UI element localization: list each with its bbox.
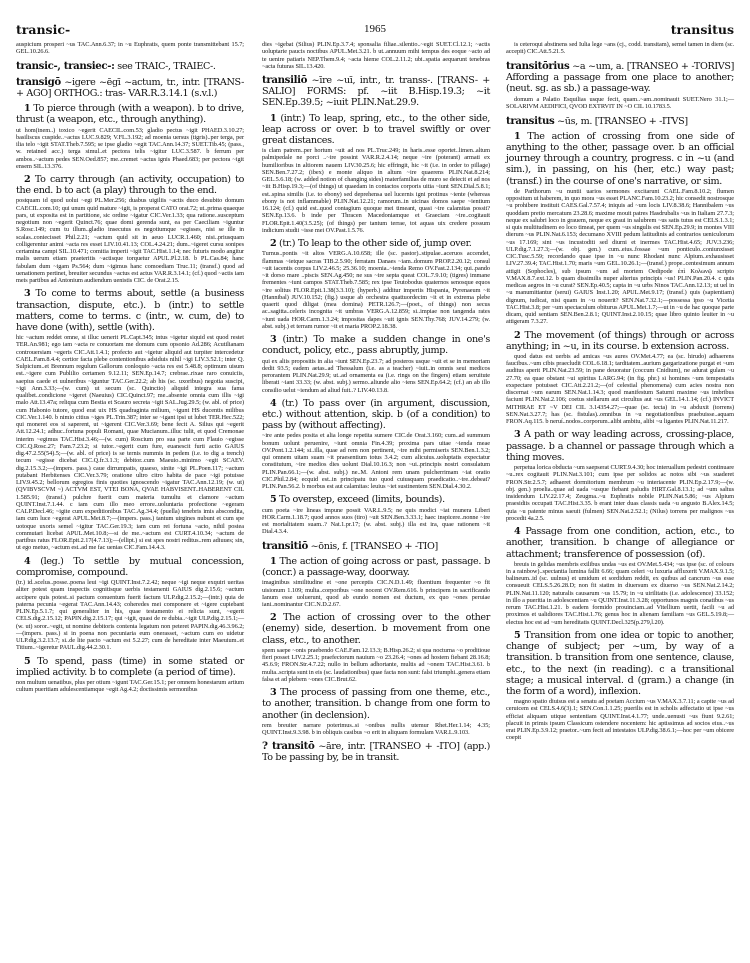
citation-block: spem saepe ~onis praebendo CAE.Fam.12.13.3; B.Hisp.26.2; si qua nocturna ~o proditioue fieri posset LIV.2.25.1; praefectorum nauium ~o 23.26.4; ~ones ad hostem fiebant 28.16.8; 45.6.9; FRON.Str.4.7.22; nullo in bellum adhortante, multis ad ~onem TAC.Hist.3.61. b multa..scripta sunt in eis (sc. laudationibus) quae facta non sunt: falsi triumphi..genera etiam falsa et ad plebem ~ones CIC.Brut.62. bbox=[262, 646, 490, 683]
entry-grammar: see TRAIC-, TRAIEC-. bbox=[114, 60, 216, 72]
entry-grammar: ~a ~um, a. [TRANSEO + -TORIVS] Affording a passage from one place to another; (neut. sg. as sb.) a passage-way. bbox=[506, 60, 734, 94]
sense-number: 1 bbox=[270, 112, 277, 124]
entry-heading bbox=[16, 77, 244, 99]
citation-block: Turnus..pontis ~it altos VERG.A.10.658; ille (sc. pastor)..stipulae..aceruos accendet, flammas ~ietque sacras TIB.2.5.90; ferratam Danaes ~iam..domum PROP.2.20.12; consul ~uit iacentis corpus LIV.2.46.5; 25.36.10; moenia..~ienda Remo OV.Fast.2.134; qui..pando ~it dorso mare ..piscis SEN.Ag.450; ne sus ~ire septa queat COL.7.9.10; (tigres) immane frementes ~iunt campos STAT.Theb.7.585; rex ipse Teutobodus quaternos senosque equos ~ire solitus FLOR.Epit.1.38(3.3.10); (hyperb.) additur imperiis Hispania, Pyrenaeum ~it (Hannibal) JUV.10.152; (fig.) usque ab orchestra quattuordecim ~it et in extrema plebe quaerit quod diligat (mea domina) PETR.126.7;—(poet., of things) non secus ac..sagitta..celeris incognita ~it umbras VERG.A.12.859; si..impiae non tangenda rates ~iunt uada HOR.Carm.1.3.24; impositas dapes ~uit ignis SEN.Thy.768; JUV.14.279; (w. abst. subj.) et terram rumor ~it et maria PROP.2.18.38. bbox=[262, 250, 490, 330]
sense-text: The action of crossing over to the other (enemy) side, desertion. b movement from one class, etc., to another. bbox=[262, 612, 491, 646]
sense-number: 5 bbox=[24, 655, 31, 667]
sense-definition bbox=[506, 330, 734, 352]
citation-block: (tr.) id..scelus..posse..poena leui ~igi QUINT.Inst.7.2.42; neque ~igi neque exquiri ueritas aliter potest quam inspectis cognitisque uerbis testamenti GAIUS dig.2.15.6; ~actum accipere quis potest..si pactum conuentum fuerit factum ULP.dig.2.15.2;—(intr.) quia de paterna pecunia ~egerat TAC.Ann.14.43; coheredes mei componere et ~igere cupiebant PLIN.Ep.5.1.7; qui generaliter in his, quae testamento ei relicta sunt, ~egerit CELS.dig.2.15.12; PAPIN.dig.2.15.17; qui ~igit, quasi de re dubia..~igit ULP.dig.2.15.1;—(w. ut) soror..~egit, ut nomine debitoris contenta legatum non peteret PAPIN.dig.46.3.96.2;—(impers. pass.) si in poena non pecuniaria eum onerasset, ~actum cum eo uidetur ULP.dig.3.2.13.7; si..de lite pacto ~actum est 5.2.27; cum de hereditate inter Maeuium..et Titium..~igeretur PAUL.dig.44.2.30.1. bbox=[16, 579, 244, 652]
citation-block: cum poeta ~ire lineas impune possit VAR.L.9.5; ne quis modici ~iat munera Liberi HOR.Carm.1.18.7; quod annos suos (tiro) ~uit SEN.Ben.3.33.1; haec inspicere..nonne ~ire est mortalitatem suam..? Nat.1.pr.17; (w. abst. subj.) illa est ira, quae rationem ~it Dial.4.3.4. bbox=[262, 506, 490, 536]
entry-grammar: ~īre ~uī, intr., tr. transs-. [TRANS- + SALIO] FORMS: pf. ~iit B.Hisp.19.3; ~it SEN.Ep.39.5; ~iuit PLIN.Nat.29.9. bbox=[262, 75, 490, 109]
entry-heading bbox=[262, 741, 490, 763]
citation-block: hic ~actum reddet omne, si illuc uenerit PL.Capt.345; intus ~igetur siquid est quod restet TER.An.981; ego iam ~acta re conuortam me domum cum opsonio Ad.286; Acutilianam controuersiam ~egeris CIC.Att.1.4.1; profecto aut ~igetur aliquid aut turpiter intercedetur CAEL.Fam.8.4.4; certior facta plebe contentionibus adsiduis nihil ~igi LIV.3.52.1; inter Q. Sulpicium..et Brennum regulum Gallorum conloquio ~acta res est 5.48.8; optimum uisum est..~igere cum Publilio certamen 9.12.11; SEN.Ep.14.7; crebrae..rixae raro conuiciis, saepius caede et uulneribus ~iguntur TAC.Ger.22.2; ab his (sc. uxoribus) negotia suscipi, ~igi Ann.3.33;—(w. cum) ut secum (sc. Quinctio) aliquid integra sua fama qualibet..condicione ~igeret (Naeuius) CIC.Quinct.97; me..absente omnia cum illis ~igi malo Att.13.47a; reliqua cum Bestia et Scauro secreta ~igit SAL.Jug.29.5; (w. abl. of price) cum Habonio tutore, quod erat uix HS quadraginta milium, ~igunt HS ducentis milibus CIC.Ver.1.140. b nimio citius ~iges PL.Trin.387; inter se ~igant ipsi ut lubet TER.Hec.522; qui moneret eos si saperent, ut ~igerent CIC.Ver.3.69; bene fecit A. Silius qui ~egerit Att.12.24.1; adhuc..fortuna populi Romani, quae Mucianum..illuc tulit, et quod Cremonae interim ~egimus TAC.Hist.3.46;—(w. cum) Roscium pro sua parte cum Flauio ~egisse CIC.Q.Rosc.27; Fam.7.23.2; si tutor..~egerit cum fure, euanescit furti actio GAIUS dig.47.2.55(54).5;—(w. abl. of price) is se ternis nummis in pedem (i.e. to dig a trench) tecum ~egisse dicebat CIC.Q.fr.3.1.3; debitor..cum Maeuio..minimo ~egit SCAEV. dig.2.15.3.2;—(impers. pass.) caue dirrumpatis, quaeso, sinite ~igi PL.Poen.117; ~actum putabant Herbitenses CIC.Ver.3.79; oratione ultro citro habita de pace ~igi potuisse LIV.9.45.2; bellorum egregios finis quoties ignoscendo ~igatur TAC.Ann.12.19; (w. ut) (QVIBVSCVM ~) ACTVM EST, VTEI BONA, QVAE HABVISENT..HABERENT CIL 1.585.91; (transf.) pulchre fuerit cum materia tumultu et clamore ~actum QUINT.Inst.7.1.44. c iam cum illo meo errore..uoluntaria profectione ~egeram CALP.Decl.46; ~igite cum expeditionibus TAC.Ag.34.4; (puella) tenebris imis abscondita, iam cum luce ~egerat APUL.Met.8.7;—(impers. pass.) tantum uirgines nubunt et cum spe uotoque uxoris semel ~igitur TAC.Ger.19.3; iam cum rei fortuna ~acto, nihil postea commutari licebat APUL.Met.10.8;—si de me..~actum est CURT.4.10.34; ~actum de partibus ratus FLOR.Epit.2.17(4.7.13);—(ellipt.) si est spes nostri reditus..rem adiuues; sin, ut ego metuo, ~actum est..ad me fac uenias CIC.Fam.14.4.3. bbox=[16, 334, 244, 552]
running-headword-right: transitus bbox=[670, 22, 734, 37]
citation-block: auspicium prosperi ~us TAC.Ann.6.37; in ~u Euphratis, quem ponte transmittebant 15.7; GEL.10.26.6. bbox=[16, 41, 244, 56]
sense-definition bbox=[16, 288, 244, 333]
sense-number: 2 bbox=[514, 329, 521, 341]
sense-text: (intr.) To leap, spring, etc., to the other side, leap across or over. b to travel swiftly or over great distances. bbox=[262, 112, 490, 147]
citation-block: breuis in gelidas membris exilibus undas ~us est OV.Met.5.434; ~us ipse (sc. of colours in a rainbow)..spectantia lumina fallit 6.66; quam celeri ~u luxuria affluxerit V.MAX.9.1.5; balineum..id (sc. uulnus) et umidum et sordidum reddit, ex quibus ad cancrum ~us esse consueuit CELS.5.26.28.D; non fit statim in diuersum ex diuerso ~us SEN.Nat.2.14.2; PLIN.Nat.11.120; naturalis causarum ~us 15.79; in ~u uirilitatis (i.e. adolescence) 33.152; in illo a pueritia in adolescentiam ~u QUINT.Inst.11.3.28; opportunos magnis conatibus ~us rerum TAC.Hist.1.21. b eadem formido prouinciam..ad Vitellium uertit, facili ~u ad proximos et ualidiores TAC.Hist.1.76; genus hoc in alienam familiam ~us GEL.5.19.8;—electus hoc est ad ~um hereditatis QUINT.Decl.325(p.279,l.20). bbox=[506, 560, 734, 626]
page-number: 1965 bbox=[364, 23, 386, 35]
sense-number: 2 bbox=[270, 238, 277, 250]
sense-text: (intr.) To make a sudden change in one's conduct, policy, etc., pass abruptly, jump. bbox=[262, 334, 490, 357]
sense-definition bbox=[506, 630, 734, 697]
entry-lemma: transigō bbox=[16, 75, 61, 88]
sense-number: 3 bbox=[270, 687, 277, 699]
column-left bbox=[16, 41, 244, 694]
running-headword-left: transic- bbox=[16, 22, 71, 37]
sense-definition bbox=[262, 612, 490, 646]
entry-grammar: ~ōnis, f. [TRANSEO + -TIO] bbox=[307, 540, 438, 552]
sense-definition bbox=[16, 103, 244, 125]
citation-block: non multum uenatibus, plus per otium ~igunt TAC.Ger.15.1; per omnem honestarum artium cultum pueritiam adulescentiamque ~egit Ag.4.2; doctissimis sermonibus bbox=[16, 679, 244, 694]
sense-text: (tr.) To leap to the other side of, jump over. bbox=[279, 238, 472, 250]
sense-number: 3 bbox=[270, 334, 277, 346]
column-middle bbox=[262, 41, 490, 766]
entry-lemma: transitus bbox=[506, 114, 555, 127]
entry-grammar: ~āre, intr. [TRANSEO + -ITO] (app.) To be passing by, be in transit. bbox=[262, 741, 490, 764]
sense-definition bbox=[262, 494, 490, 505]
sense-text: To overstep, exceed (limits, bounds). bbox=[279, 494, 445, 506]
sense-definition bbox=[262, 398, 490, 432]
sense-definition bbox=[262, 113, 490, 147]
sense-number: 2 bbox=[24, 174, 31, 186]
sense-text: To spend, pass (time) in some stated or implied activity. b to complete (a period of time). bbox=[16, 655, 245, 678]
entry-lemma: transic-, transiec-: bbox=[16, 59, 115, 72]
sense-definition bbox=[506, 131, 734, 187]
sense-number: 4 bbox=[514, 526, 521, 538]
citation-block: qui ex aliis propositis in alia ~iunt SEN.Ep.23.7; ad posteros usque ~uit et se in memoriam dedit 93.5; eadem aetas..ad Thessalum (i.e. as a teacher) ~iuit..in omnis seui medicos perorantem PLIN.Nat.29.9; ut..ad ornamenta ea (i.e. rings on the fingers) etiam seruitute liberati ~iant 33.33; (w. abst. subj.) sermo..aliunde alio ~iens SEN.Ep.64.2; (cf.) an ab illo consilio uelut ~iendum ad aliud fuit..? LIV.40.13.8. bbox=[262, 357, 490, 394]
citation-block: imaginibus similitudine et ~one perceptis CIC.N.D.1.49; fluentium frequenter ~o fit uisionum 1.109; multa..corporibus ~one nocent OV.Rem.616. b principem in sacrificando Ianum esse uoluerunt, quod ab eundo nomen est ductum, ex quo ~ones peruiae iani..nominantur CIC.N.D.2.67. bbox=[262, 579, 490, 608]
sense-text: The movement (of things) through or across anything; in ~u, in its course. b extension across. bbox=[506, 329, 734, 352]
citation-block: perpetua lorica obducta ~um saepserat CURT.9.4.30; hoc interuallum pedestri continuare ~u..rex cogitauit PLIN.Nat.3.101; cum ipse per solidos ac notos sibi ~us suaderet FRON.Str.2.5.7; adhaeret dormitorium membrum ~u interiacente PLIN.Ep.2.17.9;—(w. obj. gen.) proelia..quae ad uada ~usque fiebant paludis HIRT.Gal.8.13.1; ad ~um saltus insidendum LIV.22.17.4; Zeugma..~u Euphratis nobile PLIN.Nat.5.86; ~us Alpium praesidiis occupati TAC.Hist.3.35. b erant inter duas classis uada ~u angusto B.Alex.14.5; quia ~u patente minus saeuit (fulmen) SEN.Nat.2.52.1; (Nilus) torrens per malignos ~us procedit 4a.2.5. bbox=[506, 464, 734, 522]
citation-block: is ceteroqui abstinens sed Iulia lege ~ans (cj., codd. transitam), semel tamen in diem (sc. accepit) CIC.Att.5.21.5. bbox=[506, 41, 734, 56]
sense-definition bbox=[506, 429, 734, 463]
sense-text: (leg.) To settle by mutual concession, compromise, compound. bbox=[16, 555, 244, 578]
entry-heading bbox=[262, 541, 490, 552]
entry-lemma: ? transitō bbox=[262, 740, 315, 753]
sense-text: To carry through (an activity, occupation) to the end. b to act (a play) through to the end. bbox=[16, 174, 245, 197]
sense-text: The action of crossing from one side of anything to the other, passage over. b an official journey through a country, progress. c in ~u (and sim.), in passing, on his (her, etc.) way past; (transf.) in the course of one's narrative, or sim. bbox=[506, 130, 734, 187]
sense-number: 3 bbox=[24, 288, 31, 300]
sense-number: 5 bbox=[514, 629, 521, 641]
citation-block: is clam patrem..per hortum ~uit ad nos PL.Truc.249; in haris..esse oportet..limen..altum palmipedale ne porci ..~ire possint VAR.R.2.4.14; neque ~ire (poterant) armati ex humilioribus in altiorem nauem LIV.30.25.6; hic effringit, hic ~it (i.e. in order to pillage) SEN.Ben.7.27.2; (ibex) e monte aliquo in altum ~ire quaerens PLIN.Nat.8.214; GEL.5.6.18; (w. added notion of changing sides) materfamilias de muro se deiecit et ad nos ~iit B.Hisp.19.3;—(of things) ut quaedam in contactos corporis uitia ~iunt SEN.Dial.5.8.1; est..spina similis (i.e. to ebony) sed deprehensa uel lucernis igni protinus ~iente (whereas ebony is not inflammable) PLIN.Nat.12.21; ramorum..in uicinas domos saepe ~ientium 16.124; (cf.) quid est..quod contagium quoque mei timeant, quasi ~ire calamitas possit? SEN.Ep.13.6. b inde per Thracen Macedoniamque et Graeciam ~ire..cogitauit FLOR.Epit.1.40(3.5.25); (of things) per tantum terrae, tot aquas uix credere possum indicium studii ~isse mei OV.Past.1.5.76. bbox=[262, 147, 490, 234]
sense-definition bbox=[16, 656, 244, 678]
entry-lemma: transitiō bbox=[262, 539, 308, 552]
sense-text: Transition from one idea or topic to another, change of subject; per ~um, by way of a transition. b transition from one sentence, clause, etc., to the next (in reading). c a transitional stage; a musical interval. d (gram.) a change (in the form of a word), inflexion. bbox=[506, 629, 735, 697]
sense-number: 1 bbox=[514, 130, 521, 142]
entry-heading bbox=[506, 116, 734, 127]
entry-grammar: ~ūs, m. [TRANSEO + -ITVS] bbox=[554, 115, 688, 127]
citation-block: quod datus est uerbis ad amicas ~us aures OV.Met.4.77; ea (sc. hirudo) adhaerens faucibus..~um cibis praecludit COL.6.18.1; tarditatem..aurium gargarizatione purgat et ~um auditus aperit PLIN.Nat.23.59; in pane deuoratur (coccum Cnidium), ne adurat gulam ~u 27.70; ea quae obstant ~ui spiritus LARG.94; (in fig. phr.) si homines ~um tempestatis exspectare potuisset CIC.Att.2.21.2;—(of celestial phenomena) cum acies nostra non discernat ~um earum SEN.Nat.1.14.3; quod manifestum Saturni maxime ~us imbribus faciunt PLIN.Nat.2.106; coetus stellarum aut circultus aut ~us GEL.14.1.14; (cf.) INVICT MITHRAE ET ~V DEI CIL 3.14354.27;—quae (sc. tecta) in ~u abduxit (torrens) SEN.Nat.3.27.7; has (sc. fistulas)..omnibus in ~u negotiationibus praebuisse..aquam FRON.Aq.115. b neruí..nodos..corporum..alibi ambitu, alibi ~u ligantes PLIN.Nat.11.217. bbox=[506, 352, 734, 426]
sense-definition bbox=[506, 526, 734, 560]
column-right bbox=[506, 41, 734, 742]
sense-definition bbox=[262, 334, 490, 356]
citation-block: ~ire ante pedes posita et alia longe repetita sumere CIC.de Orat.3.160; cum..ad summum bonum uolunt peruenire, ~iunt omnia Fin.4.39; proxima pars uitae ~ienda meae OV.Pont.1.2.144; si..illa, quae ad rem non pertinent, ~ire mihi permiseris SEN.Ben.1.3.2; qui omnem uitam suam ~it praesentium totus 3.4.2; cum alicuius..uoluptatis expectatur constitutum, ~ire medios dies uolunt Dial.10.16.3; non ~ui..principis nostri consulatum PLIN.Pan.66.1;—(w. abst. subj.) ne..M. Antoni rem unam pulcherrimam ~iat oratio CIC.Phil.2.84; ecquid est..in principatu tuo quod cuiusquam praedicatio..~ire..debeat? PLIN.Pan.56.2. b morbus est aut calamitas: leuius ~iet sustinentem SEN.Dial.4.30.2. bbox=[262, 432, 490, 491]
entry-heading bbox=[506, 61, 734, 95]
sense-text: To come to terms about, settle (a business transaction, dispute, etc.). b (intr.) to settle matters, come to terms. c (intr., w. cum, de) to have done (with), settle (with). bbox=[16, 288, 245, 334]
sense-text: The action of going across or past, passage. b (concr.) a passage-way, doorway. bbox=[262, 555, 490, 579]
citation-block: postquam id quod uolui ~egi PL.Mer.256; duabus uigiliis ~actis duco desubito domum CAECIL.com.10; qui unum quid mature ~igit, is properat CATO orat.72; ut..prima quaeque pars, ut exposita est in partitione, sic ordine ~igatur CIC.Ver.1.33; qua ratione..susceptum negotium non ~egerit Quinct.76; quae domi gerenda sunt, ea per Caeciliam ~iguntur S.Rosc.149; cum tu illum..gladio insecutus es negotiumque ~egisses, nisi se ille in scalas..coniecisset Phil.2.21; ~actum quid sit in aeuo LUCR.1.460; nisi..priusquam colligerentur animi ~acta res esset LIV.10.41.13; COL.4.24.21; dum..~igeret cursu sonipes certamina campi SIL.10.471; comitia imperii ~igit TAC.Hist.1.14; nec futuris modo angitur malis uerum etiam praeteritis ~actisque torquetur APUL.Pl.2.18. b PL.Cas.84; hanc fabulam dum ~igam Ps.564; dum ~igimus hanc comoediam Truc.11; (transf.) quod ad uenationem pertinet, breuiter secundus ~actus est actus VAR.R.3.14.1; (cf.) quod ~actis iam meis partibus ad Antonium audiendum uenistis CIC. de Orat.2.15. bbox=[16, 197, 244, 285]
sense-number: 1 bbox=[270, 555, 277, 567]
entry-heading bbox=[16, 61, 244, 72]
sense-definition bbox=[16, 556, 244, 578]
citation-block: rem breuiter narrare poterimus..si ~onibus nullis utemur Rhet.Her.1.14; 4.35; QUINT.Inst.9.3.98. b in obliquis casibus ~o erit in aliquam formulam VAR.L.9.103. bbox=[262, 721, 490, 736]
sense-text: Passage from one condition, action, etc., to another, transition. b change of allegiance or attachment; transference of possession (of). bbox=[506, 526, 734, 560]
sense-number: 5 bbox=[270, 494, 277, 506]
citation-block: dies ~igebat (Silius) PLIN.Ep.3.7.4; sponsalia filiae..silentio..~egit SUET.Cl.12.1; ~actis uoluptarie paucis noctibus APUL.Met.3.21. b ut..annuum mihi tempus des eoque ~acto ad te uenire patiaris NEP.Them.9.4; ~acta hieme COL.2.11.2; ubi..spatia aequarunt tenebras ~acta futuras SIL.13.420. bbox=[262, 41, 490, 70]
sense-definition bbox=[16, 174, 244, 196]
sense-text: The process of passing from one theme, etc., to another, transition. b change from one form to another (in declension). bbox=[262, 687, 490, 721]
sense-number: 3 bbox=[514, 429, 521, 441]
sense-number: 4 bbox=[24, 555, 31, 567]
sense-text: A path or way leading across, crossing-place, passage. b a channel or passage through which a thing moves. bbox=[506, 429, 734, 463]
sense-definition bbox=[262, 556, 490, 578]
sense-number: 1 bbox=[24, 103, 31, 115]
sense-definition bbox=[262, 238, 490, 249]
entry-heading bbox=[262, 75, 490, 109]
entry-lemma: transiliō bbox=[262, 74, 308, 86]
sense-number: 4 bbox=[270, 397, 277, 409]
sense-text: (tr.) To pass over (in argument, discussion, etc.) without attention, skip. b (of a condition) to pass by (without affecting). bbox=[262, 397, 490, 432]
sense-text: To pierce through (with a weapon). b to drive, thrust (a weapon, etc., through anything). bbox=[16, 103, 244, 126]
sense-number: 2 bbox=[270, 612, 277, 624]
entry-lemma: transitōrius bbox=[506, 59, 570, 72]
citation-block: magno spatio diuisus est a senatu ad poetam Accium ~us V.MAX.3.7.11; a capite ~us ad ceruicem est CELS.4.6(3).1; SEN.Con.1.1.25; puerilis est in scholis adfectatio ut ipse ~us efficiat aliquam utique sententiam QUINT.Inst.4.1.77; unde..uenusti ~us fiunt 9.2.61; placuit in primis ipsum Classicum ostendere nocentem: hic aptissimus ad socios eius..~us erat PLIN.Ep.3.9.12; praetor..~um fecit ad intestatos ULP.dig.38.6.1;—hoc per ~um obicere coepit bbox=[506, 698, 734, 742]
entry-grammar: ~igere ~ēgī ~actum, tr., intr. [TRANS- + AGO] ORTHOG.: tras- VAR.R.3.14.1 (s.v.l.) bbox=[16, 76, 244, 99]
citation-block: domum a Palatio Esquilias usque fecit, quam..~am..nominauit SUET.Nero 31.1;—SOLARIVM AEDIFICI, QVOD EXTRVIT IN ~O CIL 10.1783.5. bbox=[506, 96, 734, 111]
citation-block: ut hom(inem..) toxico ~egerit CAECIL.com.53; gladio pectus ~igit PHAED.3.10.27; basiliscus cuspide..~actus LUC.9.829; V.FL.3.192; ad moenia uersus (tigris)..per terga, per ilia telo ~igit STAT.Theb.7.595; se ipse gladio ~egit TAC.Ann.14.37; SUET.Tib.45; (pass., w. retained acc.) terga simul..et pectora telis ~igitur LUC.3.587. b ferrum per ambos..~actum pedes SEN.Oed.857; me..cremet ~actus ignis Phaed.683; per pectora ~igit ensem SIL.13.376. bbox=[16, 126, 244, 170]
page-header bbox=[16, 22, 734, 38]
citation-block: de Parthorum ~u nuntii uarios sermones excitarunt CAEL.Fam.8.10.2; flumen oppositum ut haberem, in quo mora ~us esset PLANC.Fam.10.23.2; hic consedit nostrosque ~u prohibere instituit CAES.Gal.7.57.4; iniquis ad ~um locis LIV.8.38.6; Hannibalem ~us quoddam pretio mercatum 23.28.6; maxime mouit patres Hasdrubalis ~us in Italiam 27.7.3; neque ex salubri loco in grauem, neque ex graui in salubrem ~us satis tutus est CELS.1.3.1; si quis multitudinem eo loco timeat, per quem ~us singulis est SEN.Ep.29.9; in montes VIII dierum ~us PLIN.Nat.6.153; decumano XVIII pedum latitudinis ad contrarios ueniculorum ~us 17.169; sint ~us incustoditi sed diurni et inermes TAC.Hist.4.65; JUV.3.236; ULP.dig.7.1.27.3;—(w. obj. gen.) cum..eius..fossae ~um ponticulo..coniunxisset CIC.Tusc.5.59; recordando quae ipse in ~u nunc Rhodani nunc Alpium..exhausisset LIV.27.39.4; TAC.Hist.1.70; maris ~um GEL.10.26.1;—(transf.) prope..centesimum annum attigit (Sophocles), sub ipsum ~um ad mortem Oedipode ἐπὶ Κολωνῷ scripto V.MAX.8.7.ext.12. b quam dissimilis nuper alterius principis ~us! PLIN.Pan.20.4. c quis medicas aegros in ~u curat? SEN.Ep.40.5; capta in ~u urbs Ninos TAC.Ann.12.13; ut uel in ~u manumittantur (serui) GAIUS Inst.1.20; APUL.Met.9.17; (transf.) quis (sapientiam) dignum, iudicat, nisi quam in ~u nouerit? SEN.Nat.7.32.1;—possessa ipso ~u Vicetia TAC.Hist.3.8; per ~um spectaculum obiturus APUL.Met.1.7;—ut in ~u de hac quoque parte dicam, quid sentiam SEN.Ben.2.8.1; QUINT.Inst.2.10.15; quae libro quinto leuiter in ~u attigeram 7.3.27. bbox=[506, 187, 734, 326]
sense-definition bbox=[262, 687, 490, 721]
